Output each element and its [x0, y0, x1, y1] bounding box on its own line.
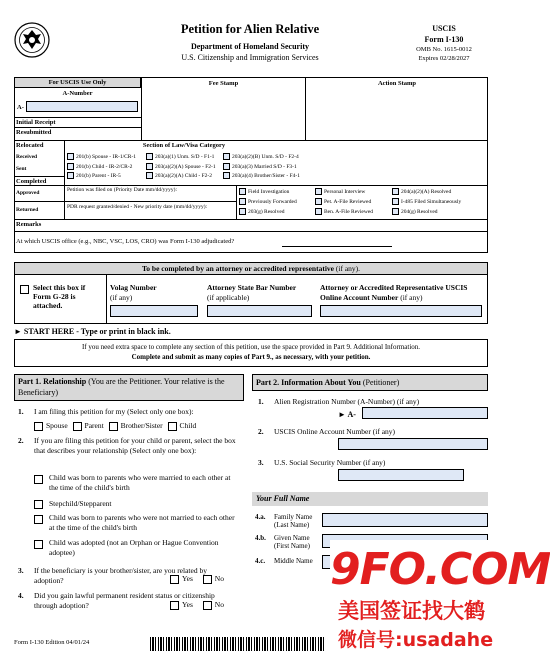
law-checkbox[interactable] — [67, 153, 74, 160]
part2-q1-text: Alien Registration Number (A-Number) (if any) — [274, 397, 420, 406]
remarks-label: Remarks — [16, 221, 42, 228]
q3-yes-checkbox[interactable] — [170, 575, 179, 584]
review-checkbox[interactable] — [239, 198, 246, 205]
review-option[interactable]: Field Investigation — [239, 187, 297, 197]
returned-label: Returned — [16, 207, 39, 213]
relationship-checkbox[interactable] — [34, 540, 43, 549]
q3-no[interactable]: No — [203, 574, 224, 583]
dhs-seal-icon — [14, 22, 50, 58]
sub-agency-name: U.S. Citizenship and Immigration Services — [181, 53, 319, 62]
law-col-1 — [67, 153, 136, 182]
law-option[interactable]: 201(b) Spouse - IR-1/CR-1 — [67, 153, 136, 163]
attorney-banner: To be completed by an attorney or accredited representative (if any). — [14, 262, 488, 275]
parent-checkbox[interactable] — [73, 422, 82, 431]
form-number: Form I-130 — [424, 35, 464, 44]
option-child[interactable]: Child — [168, 421, 197, 430]
part1-q4-text: Did you gain lawful permanent resident status or citizenship through adoption? — [34, 591, 215, 610]
full-name-header: Your Full Name — [252, 492, 488, 506]
law-option[interactable]: 203(a)(2)(B) Unm. S/D - F2-4 — [223, 153, 300, 163]
q4-no-checkbox[interactable] — [203, 601, 212, 610]
q4-yes[interactable]: Yes — [170, 600, 193, 609]
part2-q2-number: 2. — [258, 427, 264, 436]
part1-q1-options — [34, 421, 196, 431]
part2-q1-number: 1. — [258, 397, 264, 406]
f4c-number: 4.c. — [255, 557, 266, 565]
f4a-number: 4.a. — [255, 513, 266, 521]
relocated-label: Relocated — [16, 142, 44, 149]
footer-form-id: Form I-130 Edition 04/01/24 — [14, 639, 90, 646]
office-a-number-input[interactable] — [26, 101, 138, 112]
relationship-option[interactable]: Child was born to parents who were married to each other at the time of the child's birth — [49, 473, 231, 492]
part2-a-prefix: ► A- — [338, 410, 356, 419]
watermark-domain: 9FO.COM — [330, 544, 550, 595]
barcode — [150, 637, 325, 651]
law-option[interactable]: 201(b) Parent - IR-5 — [67, 172, 136, 182]
part1-q1-number: 1. — [18, 407, 24, 416]
petitioner-ssn-input[interactable] — [338, 469, 464, 481]
bar-number-input[interactable] — [207, 305, 312, 317]
start-here-note: ► START HERE - Type or print in black ink. — [14, 327, 171, 336]
review-option[interactable]: 203(g) Resolved — [239, 207, 297, 217]
relationship-option[interactable]: Child was born to parents who were not married to each other at the time of the child's birth — [49, 513, 235, 532]
part1-header: Part 1. Relationship (You are the Petitioner. Your relative is the Beneficiary) — [14, 374, 244, 401]
review-option[interactable]: 204(a)(2)(A) Resolved — [392, 187, 461, 197]
review-option[interactable]: 204(g) Resolved — [392, 207, 461, 217]
part1-q2-text: If you are filing this petition for your child or parent, select the box that describes your relationship (Select only one box): — [34, 436, 236, 455]
option-parent[interactable]: Parent — [73, 421, 104, 430]
law-checkbox[interactable] — [146, 163, 153, 170]
family-name-label: Family Name (Last Name) — [274, 513, 313, 529]
attorney-account-input[interactable] — [320, 305, 482, 317]
review-option[interactable]: I-485 Filed Simultaneously — [392, 197, 461, 207]
option-sibling[interactable]: Brother/Sister — [109, 421, 163, 430]
relationship-option[interactable]: Stepchild/Stepparent — [49, 499, 112, 508]
uscis-label: USCIS — [432, 24, 456, 33]
law-checkbox[interactable] — [146, 153, 153, 160]
watermark-line-2: 微信号:usadahe — [338, 629, 494, 651]
initial-receipt-label: Initial Receipt — [16, 119, 56, 126]
law-checkbox[interactable] — [223, 172, 230, 179]
review-option[interactable]: Ben. A-File Reviewed — [315, 207, 373, 217]
law-checkbox[interactable] — [67, 163, 74, 170]
part1-q4-number: 4. — [18, 591, 24, 600]
received-label: Received — [16, 154, 38, 160]
form-title: Petition for Alien Relative — [180, 22, 320, 36]
q4-no[interactable]: No — [203, 600, 224, 609]
petitioner-online-account-input[interactable] — [338, 438, 488, 450]
law-option[interactable]: 203(a)(2)(A) Child - F2-2 — [146, 172, 216, 182]
agency-name: Department of Homeland Security — [191, 42, 309, 51]
review-checkbox[interactable] — [315, 188, 322, 195]
f4b-number: 4.b. — [255, 534, 266, 542]
bar-number-label: Attorney State Bar Number — [207, 283, 297, 292]
bar-number-note: (if applicable) — [207, 293, 250, 302]
law-col-3 — [223, 153, 300, 182]
relationship-checkbox[interactable] — [34, 500, 43, 509]
sibling-checkbox[interactable] — [109, 422, 118, 431]
fee-stamp-label: Fee Stamp — [208, 80, 239, 87]
law-option[interactable]: 203(a)(4) Brother/Sister - F4-1 — [223, 172, 300, 182]
q3-no-checkbox[interactable] — [203, 575, 212, 584]
a-number-label: A-Number — [62, 90, 93, 97]
review-checkbox[interactable] — [392, 188, 399, 195]
pdr-request-label: PDR request granted/denied - New priority date (mm/dd/yyyy): — [67, 204, 208, 210]
part1-q3-text: If the beneficiary is your brother/sister, are you related by adoption? — [34, 566, 207, 585]
office-question: At which USCIS office (e.g., NBC, VSC, LOS, CRO) was Form I-130 adjudicated? — [16, 238, 235, 245]
option-spouse[interactable]: Spouse — [34, 421, 68, 430]
spouse-checkbox[interactable] — [34, 422, 43, 431]
petitioner-a-number-input[interactable] — [362, 407, 488, 419]
law-checkbox[interactable] — [67, 172, 74, 179]
priority-date-label: Petition was filed on (Priority Date mm/dd/yyyy): — [67, 187, 177, 193]
part2-q2-text: USCIS Online Account Number (if any) — [274, 427, 396, 436]
part1-q1-text: I am filing this petition for my (Select only one box): — [34, 407, 194, 416]
resubmitted-label: Resubmitted — [16, 129, 52, 136]
review-checkbox[interactable] — [392, 198, 399, 205]
completed-label: Completed — [16, 178, 47, 185]
a-prefix: A- — [17, 104, 24, 111]
part2-header: Part 2. Information About You (Petitioner) — [252, 374, 488, 391]
arrow-right-icon: ► — [14, 327, 22, 336]
review-checks-3 — [392, 187, 461, 217]
office-use-header: For USCIS Use Only — [14, 77, 141, 88]
relationship-option[interactable]: Child was adopted (not an Orphan or Hague Convention adoptee) — [49, 538, 219, 557]
child-checkbox[interactable] — [168, 422, 177, 431]
family-name-input[interactable] — [322, 513, 488, 527]
section-law-label: Section of Law/Visa Category — [142, 142, 226, 149]
extra-space-line-1: If you need extra space to complete any section of this petition, use the space provided in Part 9. Additional Information. — [81, 343, 421, 351]
q4-yes-checkbox[interactable] — [170, 601, 179, 610]
part1-q3-number: 3. — [18, 566, 24, 575]
watermark-line-1: 美国签证找大鹤 — [338, 599, 485, 623]
law-checkbox[interactable] — [223, 163, 230, 170]
part2-q3-text: U.S. Social Security Number (if any) — [274, 458, 386, 467]
review-checks-1 — [239, 187, 297, 217]
review-checkbox[interactable] — [392, 208, 399, 215]
review-checkbox[interactable] — [239, 208, 246, 215]
law-col-2 — [146, 153, 216, 182]
law-option[interactable]: 203(a)(1) Unm. S/D - F1-1 — [146, 153, 216, 163]
approved-label: Approved — [16, 190, 40, 196]
omb-number: OMB No. 1615-0012 — [416, 46, 472, 53]
q3-yes[interactable]: Yes — [170, 574, 193, 583]
g28-label: Select this box if Form G-28 is attached. — [33, 283, 86, 310]
extra-space-line-2: Complete and submit as many copies of Part 9., as necessary, with your petition. — [131, 353, 371, 361]
law-checkbox[interactable] — [223, 153, 230, 160]
volag-label: Volag Number — [110, 283, 157, 292]
part1-q4-options — [170, 600, 224, 610]
review-checkbox[interactable] — [315, 198, 322, 205]
sent-label: Sent — [16, 166, 27, 172]
expiration-date: Expires 02/28/2027 — [418, 55, 470, 62]
relationship-checkbox[interactable] — [34, 515, 43, 524]
given-name-label: Given Name (First Name) — [274, 534, 310, 550]
review-checkbox[interactable] — [315, 208, 322, 215]
review-option[interactable]: Previously Forwarded — [239, 197, 297, 207]
part1-q2-number: 2. — [18, 436, 24, 445]
middle-name-label: Middle Name — [274, 557, 313, 565]
volag-number-input[interactable] — [110, 305, 198, 317]
review-checks-2 — [315, 187, 373, 217]
g28-checkbox[interactable] — [20, 285, 29, 294]
review-checkbox[interactable] — [239, 188, 246, 195]
action-stamp-label: Action Stamp — [377, 80, 417, 87]
law-option[interactable]: 201(b) Child - IR-2/CR-2 — [67, 163, 136, 173]
review-option[interactable]: Personal Interview — [315, 187, 373, 197]
part2-q3-number: 3. — [258, 458, 264, 467]
law-checkbox[interactable] — [146, 172, 153, 179]
relationship-checkbox[interactable] — [34, 475, 43, 484]
volag-note: (if any) — [110, 293, 133, 302]
part1-q3-options — [170, 574, 224, 584]
account-number-label: Attorney or Accredited Representative USCIS Online Account Number (if any) — [320, 283, 468, 302]
law-option[interactable]: 203(a)(3) Married S/D - F3-1 — [223, 163, 300, 173]
law-option[interactable]: 203(a)(2)(A) Spouse - F2-1 — [146, 163, 216, 173]
review-option[interactable]: Pet. A-File Reviewed — [315, 197, 373, 207]
